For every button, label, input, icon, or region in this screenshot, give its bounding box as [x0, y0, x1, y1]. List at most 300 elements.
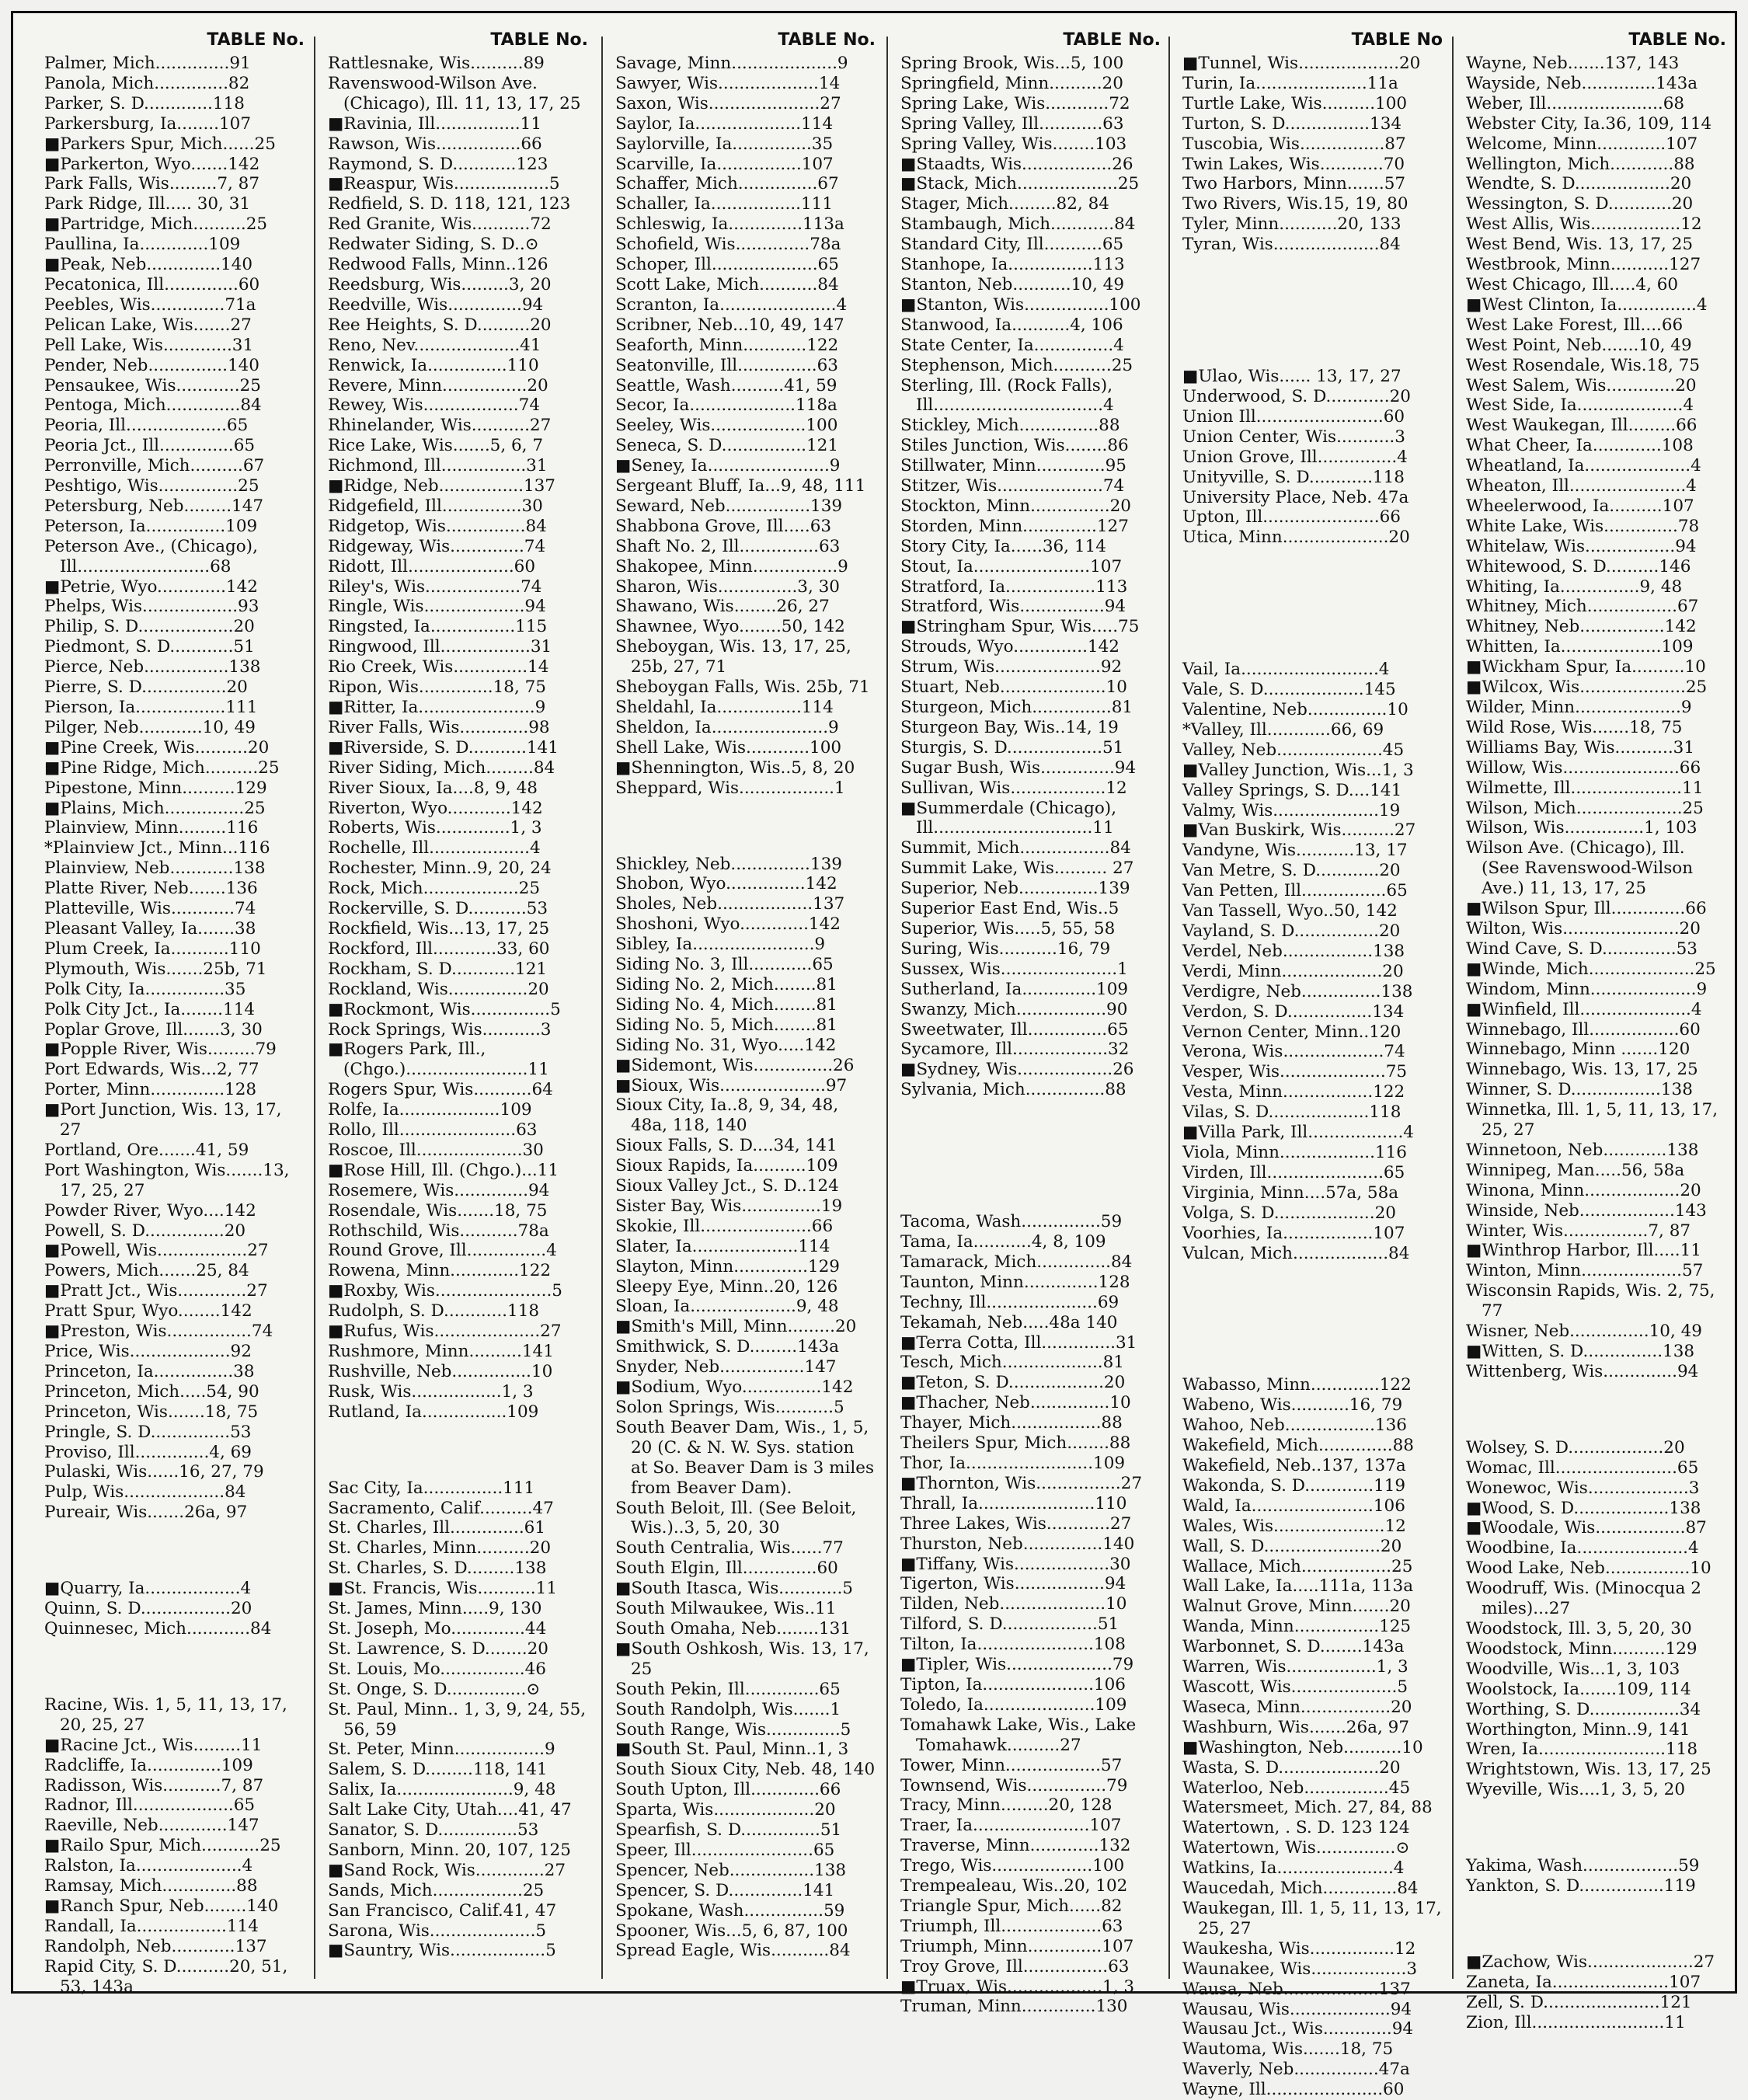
- station-entry: Radisson, Wis...........7, 87: [44, 1775, 264, 1795]
- station-entry: Rutland, Ia................109: [328, 1402, 539, 1422]
- timetable-station-index: [11, 11, 1737, 2100]
- station-entry: Scranton, Ia......................4: [615, 294, 848, 315]
- station-entry: ■Stanton, Wis................100: [900, 294, 1141, 315]
- station-entry: Saylorville, Ia...............35: [615, 134, 834, 154]
- station-entry: Wayside, Neb..............143a: [1466, 73, 1698, 93]
- station-entry: Sturgis, S. D..................51: [900, 737, 1124, 757]
- station-entry: Wausau, Wis...................94: [1182, 1999, 1412, 2019]
- station-entry: Union Center, Wis...........3: [1182, 427, 1405, 447]
- station-entry: Washburn, Wis.......26a, 97: [1182, 1717, 1410, 1737]
- station-entry: Valentine, Neb...............10: [1182, 700, 1408, 720]
- station-entry: Sioux Rapids, Ia..........109: [615, 1156, 838, 1176]
- station-entry: Pensaukee, Wis............25: [44, 375, 261, 395]
- station-entry: Union Grove, Ill...............4: [1182, 447, 1408, 467]
- station-entry: Storden, Minn..............127: [900, 516, 1129, 536]
- table-number-header: TABLE No.: [207, 30, 305, 50]
- station-entry: Quinn, S. D.................20: [44, 1599, 252, 1619]
- station-entry: Spearfish, S. D...............51: [615, 1820, 842, 1841]
- station-entry: Salt Lake City, Utah....41, 47: [328, 1800, 572, 1820]
- station-entry: Spencer, S. D..............141: [615, 1880, 835, 1900]
- station-entry: University Place, Neb. 47a: [1182, 487, 1409, 507]
- station-entry: Seaforth, Minn............122: [615, 335, 839, 355]
- index-column-3: [615, 30, 879, 1988]
- station-entry: Triumph, Ill...................63: [900, 1916, 1123, 1936]
- station-entry: Port Washington, Wis.......13, 17, 25, 27: [44, 1160, 295, 1200]
- station-entry: Verona, Wis...................74: [1182, 1042, 1405, 1062]
- station-entry: Waseca, Minn.................20: [1182, 1697, 1412, 1717]
- station-entry: Redwood Falls, Minn..126: [328, 255, 548, 275]
- station-entry: Strouds, Wyo..............142: [900, 637, 1119, 657]
- station-entry: Van Tassell, Wyo..50, 142: [1182, 901, 1398, 921]
- station-entry: Viola, Minn..................116: [1182, 1142, 1407, 1162]
- station-entry: Standard City, Ill...........65: [900, 235, 1124, 255]
- station-entry: Trempealeau, Wis..20, 102: [900, 1876, 1128, 1896]
- station-entry: Spooner, Wis...5, 6, 87, 100: [615, 1921, 848, 1941]
- station-entry: Webster City, Ia.36, 109, 114: [1466, 113, 1712, 134]
- station-entry: Plainview, Minn.........116: [44, 818, 259, 838]
- station-entry: Sanborn, Minn. 20, 107, 125: [328, 1840, 571, 1860]
- station-entry: ■Parkerton, Wyo.......142: [44, 154, 260, 174]
- station-entry: St. James, Minn.....9, 130: [328, 1599, 542, 1619]
- station-entry: ■Terra Cotta, Ill..............31: [900, 1332, 1137, 1353]
- station-entry: Zion, Ill.........................11: [1466, 2012, 1686, 2032]
- station-entry: Stout, Ia......................107: [900, 556, 1123, 576]
- station-entry: Summit, Mich.................84: [900, 838, 1131, 858]
- column-divider: [314, 37, 315, 1979]
- station-entry: Price, Wis...................92: [44, 1342, 252, 1361]
- station-entry: Sister Bay, Wis...............19: [615, 1196, 843, 1216]
- station-entry: Wrightstown, Wis. 13, 17, 25: [1466, 1760, 1711, 1780]
- station-entry: ■Tunnel, Wis...................20: [1182, 54, 1421, 73]
- station-entry: ■Petrie, Wyo.............142: [44, 576, 258, 597]
- station-entry: West Allis, Wis.................12: [1466, 214, 1702, 235]
- station-entry: Wessington, S. D............20: [1466, 194, 1694, 214]
- station-entry: Seattle, Wash..........41, 59: [615, 375, 837, 395]
- station-entry: Vayland, S. D................20: [1182, 921, 1401, 941]
- station-entry: Shabbona Grove, Ill.....63: [615, 516, 832, 536]
- station-entry: ■Rogers Park, Ill., (Chgo.).......................11: [328, 1040, 549, 1080]
- station-entry: Red Granite, Wis...........72: [328, 214, 552, 235]
- station-entry: Superior, Neb...............139: [900, 879, 1130, 899]
- station-entry: South Beloit, Ill. (See Beloit, Wis.)..3, 5, 20, 30: [615, 1498, 862, 1538]
- station-entry: Reedsburg, Wis.........3, 20: [328, 274, 552, 294]
- station-entry: Wahoo, Neb.................136: [1182, 1416, 1407, 1436]
- station-entry: Sloan, Ia....................9, 48: [615, 1297, 839, 1317]
- station-entry: Rushmore, Minn..........141: [328, 1342, 554, 1361]
- station-entry: Vesta, Minn.................122: [1182, 1082, 1405, 1102]
- station-entry: Woolstock, Ia.......109, 114: [1466, 1679, 1691, 1699]
- station-entry: Woodstock, Minn..........129: [1466, 1639, 1698, 1659]
- station-entry: Wheelerwood, Ia..........107: [1466, 496, 1694, 516]
- station-entry: Woodbine, Ia.....................4: [1466, 1538, 1699, 1558]
- station-entry: Wabasso, Minn.............122: [1182, 1375, 1412, 1395]
- station-entry: ■Wilcox, Wis....................25: [1466, 677, 1708, 698]
- station-entry: Portland, Ore.......41, 59: [44, 1140, 249, 1160]
- station-entry: Sioux Falls, S. D....34, 141: [615, 1136, 837, 1156]
- station-entry: Wanda, Minn................125: [1182, 1617, 1412, 1637]
- station-entry: Sullivan, Wis..................12: [900, 778, 1127, 798]
- station-entry: Princeton, Wis.......18, 75: [44, 1402, 259, 1422]
- station-entry: ■Pine Ridge, Mich..........25: [44, 757, 280, 778]
- table-number-header: TABLE No.: [1063, 30, 1161, 50]
- station-entry: Watertown, Wis...............⊙: [1182, 1838, 1410, 1858]
- station-entry: Warbonnet, S. D........143a: [1182, 1637, 1405, 1657]
- station-entry: Superior, Wis.....5, 55, 58: [900, 918, 1116, 939]
- station-entry: Wind Cave, S. D..............53: [1466, 939, 1698, 959]
- station-entry: Wilson Ave. (Chicago), Ill. (See Ravenswood-Wilson Ave.) 11, 13, 17, 25: [1466, 838, 1698, 899]
- station-entry: Woodruff, Wis. (Minocqua 2 miles)...27: [1466, 1579, 1707, 1619]
- station-entry: Peebles, Wis..............71a: [44, 294, 256, 315]
- station-entry: Princeton, Ia...............38: [44, 1361, 255, 1381]
- station-entry: Virden, Ill......................65: [1182, 1162, 1405, 1182]
- station-entry: Wasta, S. D...................20: [1182, 1757, 1401, 1778]
- station-entry: Springfield, Minn..........20: [900, 73, 1123, 93]
- station-entry: Stickley, Mich...............88: [900, 416, 1120, 436]
- station-entry: Sac City, Ia...............111: [328, 1478, 535, 1498]
- station-entry: ■Ravinia, Ill................11: [328, 113, 541, 134]
- station-entry: ■Powell, Wis.................27: [44, 1241, 269, 1261]
- station-entry: Virginia, Minn....57a, 58a: [1182, 1182, 1399, 1203]
- station-entry: Polk City Jct., Ia........114: [44, 999, 256, 1019]
- section-gap: [1182, 311, 1443, 367]
- station-entry: Stephenson, Mich...........25: [900, 355, 1133, 375]
- station-entry: West Lake Forest, Ill....66: [1466, 315, 1684, 335]
- station-entry: Stanwood, Ia...........4, 106: [900, 315, 1123, 335]
- station-entry: Schaller, Ia.................111: [615, 194, 834, 214]
- station-entry: Reedville, Wis..............94: [328, 294, 544, 315]
- station-entry: Tilford, S. D..................51: [900, 1614, 1119, 1635]
- station-entry: Wilson, Mich....................25: [1466, 798, 1704, 818]
- station-entry: Pell Lake, Wis.............31: [44, 335, 254, 355]
- station-entry: Womac, Ill.......................65: [1466, 1457, 1699, 1478]
- station-entry: Tesch, Mich...................81: [900, 1353, 1124, 1373]
- station-entry: ■Sidemont, Wis...............26: [615, 1055, 855, 1075]
- station-entry: Reno, Nev....................41: [328, 335, 541, 355]
- station-entry: Raeville, Neb.............147: [44, 1816, 259, 1836]
- station-entry: ■Riverside, S. D...........141: [328, 737, 559, 757]
- station-entry: Porter, Minn..............128: [44, 1080, 257, 1100]
- station-entry: Wellington, Mich............88: [1466, 154, 1695, 174]
- station-entry: ■Seney, Ia.......................9: [615, 456, 841, 476]
- station-entry: Ringle, Wis...................94: [328, 597, 546, 617]
- station-entry: ■Peak, Neb..............140: [44, 255, 253, 275]
- station-entry: Pipestone, Minn..........129: [44, 778, 267, 798]
- station-entry: Pringle, S. D...............53: [44, 1422, 252, 1442]
- station-entry: Tilden, Neb....................10: [900, 1594, 1127, 1614]
- station-entry: West Salem, Wis.............20: [1466, 375, 1697, 395]
- station-entry: ■Truax, Wis..................1, 3: [900, 1976, 1135, 1997]
- section-gap: [1466, 1382, 1726, 1438]
- station-entry: Upton, Ill......................66: [1182, 507, 1401, 528]
- station-entry: South Sioux City, Neb. 48, 140: [615, 1760, 876, 1780]
- station-entry: Woodville, Wis...1, 3, 103: [1466, 1659, 1680, 1679]
- station-entry: Stambaugh, Mich............84: [900, 214, 1136, 235]
- station-entry: Quinnesec, Mich............84: [44, 1618, 272, 1639]
- station-entry: Tama, Ia...........4, 8, 109: [900, 1232, 1106, 1252]
- index-column-5: [1182, 30, 1447, 2100]
- station-entry: Rushville, Neb...............10: [328, 1361, 553, 1381]
- station-entry: Wald, Ia.......................106: [1182, 1496, 1405, 1516]
- station-entry: ■Winfield, Ill.....................4: [1466, 999, 1702, 1019]
- station-entry: Voorhies, Ia.................107: [1182, 1223, 1405, 1243]
- station-entry: Solon Springs, Wis...........5: [615, 1398, 844, 1417]
- station-entry: Theilers Spur, Mich........88: [900, 1433, 1131, 1454]
- station-entry: Wisner, Neb...............10, 49: [1466, 1322, 1702, 1342]
- station-entry: Port Edwards, Wis...2, 77: [44, 1060, 259, 1080]
- station-entry: Randall, Ia.................114: [44, 1916, 259, 1936]
- station-entry: Sheppard, Wis..................1: [615, 778, 845, 798]
- station-entry: ■South St. Paul, Minn..1, 3: [615, 1740, 849, 1760]
- station-entry: West Chicago, Ill.....4, 60: [1466, 274, 1679, 294]
- station-entry: Tekamah, Neb.....48a 140: [900, 1312, 1118, 1332]
- station-entry: Revere, Minn................20: [328, 375, 548, 395]
- station-entry: ■Stringham Spur, Wis.....75: [900, 617, 1140, 637]
- station-entry: Stiles Junction, Wis........86: [900, 436, 1129, 456]
- station-entry: Vesper, Wis....................75: [1182, 1062, 1408, 1082]
- station-entry: Pleasant Valley, Ia.......38: [44, 918, 256, 939]
- station-entry: Sarona, Wis....................5: [328, 1921, 547, 1941]
- station-entry: South Upton, Ill.............66: [615, 1780, 841, 1800]
- station-entry: Parker, S. D.............118: [44, 93, 245, 113]
- station-entry: Ramsay, Mich..............88: [44, 1876, 258, 1896]
- station-entry: ■Port Junction, Wis. 13, 17, 27: [44, 1100, 287, 1141]
- station-entry: Sweetwater, Ill...............65: [900, 1019, 1129, 1040]
- station-entry: Stratford, Wis................94: [900, 597, 1126, 617]
- station-entry: Pelican Lake, Wis.......27: [44, 315, 252, 335]
- station-entry: Vail, Ia..........................4: [1182, 660, 1390, 680]
- station-entry: Vulcan, Mich..................84: [1182, 1243, 1410, 1263]
- station-entry: Ralston, Ia....................4: [44, 1856, 253, 1876]
- station-entry: Wood Lake, Neb................10: [1466, 1558, 1711, 1579]
- station-entry: Stager, Mich.........82, 84: [900, 194, 1109, 214]
- station-entry: ■Thacher, Neb...............10: [900, 1393, 1131, 1413]
- station-entry: Rockford, Ill............33, 60: [328, 939, 550, 959]
- station-entry: Wayne, Ill......................60: [1182, 2080, 1405, 2100]
- station-entry: Sharon, Wis...............3, 30: [615, 576, 840, 597]
- station-entry: Sacramento, Calif..........47: [328, 1498, 554, 1518]
- station-entry: Rhinelander, Wis...........27: [328, 416, 552, 436]
- station-entry: Wheaton, Ill......................4: [1466, 476, 1697, 496]
- station-entry: ■Sand Rock, Wis.............27: [328, 1860, 566, 1880]
- station-entry: Two Rivers, Wis.15, 19, 80: [1182, 194, 1408, 214]
- station-entry: Tigerton, Wis.................94: [900, 1574, 1126, 1594]
- station-entry: Wall, S. D......................20: [1182, 1536, 1402, 1556]
- station-entry: Wallace, Mich.................25: [1182, 1556, 1413, 1576]
- station-entry: Wendte, S. D..................20: [1466, 174, 1692, 194]
- station-entry: Peoria, Ill...................65: [44, 416, 249, 436]
- station-entry: ■Washington, Neb...........10: [1182, 1737, 1423, 1757]
- station-entry: ■Valley Junction, Wis...1, 3: [1182, 760, 1414, 780]
- station-entry: Spread Eagle, Wis...........84: [615, 1941, 851, 1961]
- station-entry: Whitelaw, Wis.................94: [1466, 536, 1697, 556]
- station-entry: Wakonda, S. D.............119: [1182, 1475, 1406, 1496]
- station-entry: Rosendale, Wis.......18, 75: [328, 1200, 548, 1221]
- station-entry: Riley's, Wis..................74: [328, 576, 542, 597]
- station-entry: Wilder, Minn....................9: [1466, 698, 1692, 717]
- station-entry: Weber, Ill......................68: [1466, 93, 1685, 113]
- station-entry: Wakefield, Neb..137, 137a: [1182, 1456, 1406, 1476]
- station-entry: Wales, Wis.....................12: [1182, 1516, 1406, 1536]
- station-entry: ■South Oshkosh, Wis. 13, 17, 25: [615, 1639, 875, 1679]
- station-entry: ■Woodale, Wis.................87: [1466, 1518, 1707, 1538]
- station-entry: Siding No. 2, Mich........81: [615, 974, 837, 994]
- station-entry: Shoshoni, Wyo.............142: [615, 914, 841, 935]
- station-entry: Swanzy, Mich.................90: [900, 999, 1128, 1019]
- station-entry: Rockham, S. D............121: [328, 959, 548, 979]
- station-entry: Thurston, Neb...............140: [900, 1534, 1135, 1554]
- station-entry: Twin Lakes, Wis............70: [1182, 154, 1405, 174]
- station-entry: Rice Lake, Wis.......5, 6, 7: [328, 436, 544, 456]
- station-entry: Two Harbors, Minn.......57: [1182, 174, 1406, 194]
- station-entry: Salem, S. D.........118, 141: [328, 1760, 548, 1780]
- station-entry: Pentoga, Mich..............84: [44, 395, 262, 416]
- station-entry: Wausau Jct., Wis.............94: [1182, 2019, 1414, 2039]
- station-entry: ■Sydney, Wis..................26: [900, 1060, 1134, 1080]
- station-entry: Shawnee, Wyo........50, 142: [615, 617, 845, 637]
- station-entry: West Point, Neb.......10, 49: [1466, 335, 1692, 355]
- station-entry: Rockerville, S. D...........53: [328, 899, 548, 919]
- station-entry: Wilson, Wis...............1, 103: [1466, 818, 1698, 838]
- station-entry: Suring, Wis...........16, 79: [900, 939, 1111, 959]
- section-gap: [1182, 604, 1443, 660]
- station-entry: River Falls, Wis.............98: [328, 717, 550, 737]
- section-gap: [1182, 1263, 1443, 1319]
- station-entry: Spokane, Wash...............59: [615, 1900, 845, 1921]
- station-entry: Plainview, Neb............138: [44, 858, 266, 879]
- section-gap: [1466, 1896, 1726, 1952]
- table-number-header: TABLE No.: [490, 30, 588, 50]
- section-gap: [1182, 255, 1443, 311]
- column-divider: [1168, 37, 1170, 1979]
- station-entry: Wayne, Neb.......137, 143: [1466, 54, 1680, 73]
- station-entry: Peterson, Ia...............109: [44, 516, 258, 536]
- station-entry: Williams Bay, Wis...........31: [1466, 737, 1695, 757]
- station-entry: Valley, Neb....................45: [1182, 740, 1405, 760]
- station-entry: Renwick, Ia...............110: [328, 355, 539, 375]
- station-entry: Techny, Ill.....................69: [900, 1292, 1119, 1312]
- station-entry: Radnor, Ill...................65: [44, 1795, 256, 1816]
- station-entry: Sylvania, Mich...............88: [900, 1080, 1126, 1100]
- station-entry: ■Pine Creek, Wis..........20: [44, 737, 270, 757]
- station-entry: Stuart, Neb....................10: [900, 677, 1127, 698]
- station-entry: ■Ulao, Wis...... 13, 17, 27: [1182, 367, 1402, 387]
- station-entry: Unityville, S. D............118: [1182, 467, 1405, 487]
- station-entry: ■Witten, S. D...............138: [1466, 1342, 1695, 1361]
- station-entry: Tipton, Ia.....................106: [900, 1674, 1126, 1694]
- station-entry: Polk City, Ia...............35: [44, 979, 246, 999]
- station-entry: Shell Lake, Wis............100: [615, 737, 842, 757]
- station-entry: Utica, Minn....................20: [1182, 528, 1410, 548]
- station-entry: Ridgefield, Ill...............30: [328, 496, 543, 516]
- station-entry: Siding No. 5, Mich........81: [615, 1015, 837, 1035]
- station-entry: Peshtigo, Wis...............25: [44, 476, 259, 496]
- station-entry: ■Partridge, Mich..........25: [44, 214, 268, 235]
- station-entry: Park Ridge, Ill..... 30, 31: [44, 194, 251, 214]
- station-entry: South Milwaukee, Wis..11: [615, 1599, 837, 1619]
- station-entry: West Bend, Wis. 13, 17, 25: [1466, 235, 1694, 255]
- station-entry: Sheldon, Ia......................9: [615, 717, 839, 737]
- station-entry: South Beaver Dam, Wis., 1, 5, 20 (C. & N. W. Sys. station at So. Beaver Dam is 3 miles from Beaver Dam).: [615, 1417, 879, 1498]
- station-entry: Waterloo, Neb................45: [1182, 1778, 1411, 1798]
- station-entry: Schoper, Ill....................65: [615, 255, 839, 275]
- station-entry: Winner, S. D.................138: [1466, 1080, 1693, 1100]
- station-entry: Rewey, Wis..................74: [328, 395, 541, 416]
- station-entry: Seeley, Wis..................100: [615, 416, 838, 436]
- station-entry: Pratt Spur, Wyo........142: [44, 1301, 252, 1322]
- station-entry: Summit Lake, Wis.......... 27: [900, 858, 1134, 879]
- station-entry: Watkins, Ia......................4: [1182, 1858, 1405, 1879]
- station-entry: Rock Springs, Wis...........3: [328, 1019, 552, 1040]
- station-entry: Van Metre, S. D............20: [1182, 861, 1401, 881]
- station-entry: Vilas, S. D...................118: [1182, 1102, 1402, 1123]
- station-entry: Winnetoon, Neb............138: [1466, 1140, 1699, 1160]
- station-entry: ■Ranch Spur, Neb........140: [44, 1896, 279, 1916]
- station-entry: Plymouth, Wis.......25b, 71: [44, 959, 267, 979]
- station-entry: Ree Heights, S. D..........20: [328, 315, 552, 335]
- station-entry: West Rosendale, Wis.18, 75: [1466, 355, 1701, 375]
- station-entry: Wyeville, Wis....1, 3, 5, 20: [1466, 1780, 1686, 1800]
- station-entry: Pulaski, Wis......16, 27, 79: [44, 1462, 264, 1482]
- station-entry: Thor, Ia........................109: [900, 1454, 1126, 1473]
- station-entry: Platte River, Neb.......136: [44, 879, 258, 899]
- station-entry: Sibley, Ia.......................9: [615, 935, 826, 955]
- station-entry: Verdon, S. D................134: [1182, 1001, 1405, 1022]
- station-entry: Siding No. 4, Mich........81: [615, 994, 837, 1015]
- station-entry: Pilger, Neb............10, 49: [44, 717, 256, 737]
- station-entry: Rochelle, Ill...................4: [328, 838, 541, 858]
- station-entry: Wall Lake, Ia.....111a, 113a: [1182, 1576, 1414, 1597]
- station-entry: Roberts, Wis..............1, 3: [328, 818, 542, 838]
- station-entry: Perronville, Mich..........67: [44, 456, 265, 476]
- station-entry: West Side, Ia....................4: [1466, 395, 1694, 416]
- station-entry: What Cheer, Ia.............108: [1466, 436, 1694, 456]
- station-entry: ■Teton, S. D..................20: [900, 1373, 1126, 1393]
- station-entry: Shawano, Wis........26, 27: [615, 597, 830, 617]
- station-entry: San Francisco, Calif.41, 47: [328, 1900, 557, 1921]
- station-entry: Yakima, Wash..................59: [1466, 1856, 1700, 1876]
- station-entry: ■Racine Jct., Wis.........11: [44, 1735, 263, 1755]
- station-entry: ■Staadts, Wis.................26: [900, 154, 1133, 174]
- station-entry: Strum, Wis....................92: [900, 657, 1123, 677]
- station-entry: Whiting, Ia...............9, 48: [1466, 576, 1683, 597]
- station-entry: ■Plains, Mich...............25: [44, 798, 266, 818]
- station-entry: Turin, Ia.....................11a: [1182, 73, 1398, 93]
- station-entry: Scarville, Ia................107: [615, 154, 834, 174]
- station-entry: South Omaha, Neb........131: [615, 1618, 851, 1639]
- station-entry: Ravenswood-Wilson Ave. (Chicago), Ill. 11, 13, 17, 25: [328, 73, 581, 113]
- station-entry: St. Paul, Minn.. 1, 3, 9, 24, 55, 56, 59: [328, 1699, 591, 1740]
- station-entry: Rosemere, Wis..............94: [328, 1180, 550, 1200]
- station-entry: Winnetka, Ill. 1, 5, 11, 13, 17, 25, 27: [1466, 1100, 1723, 1141]
- station-entry: Whitewood, S. D..........146: [1466, 556, 1691, 576]
- station-entry: Sussex, Wis......................1: [900, 959, 1128, 979]
- station-entry: Turtle Lake, Wis..........100: [1182, 93, 1408, 113]
- station-entry: Plum Creek, Ia...........110: [44, 939, 261, 959]
- station-entry: Taunton, Minn..............128: [900, 1272, 1130, 1292]
- station-entry: ■Railo Spur, Mich...........25: [44, 1836, 281, 1856]
- station-entry: Rowena, Minn.............122: [328, 1261, 552, 1281]
- station-entry: Winnipeg, Man.....56, 58a: [1466, 1160, 1685, 1180]
- station-entry: Ripon, Wis..............18, 75: [328, 677, 546, 698]
- station-entry: Siding No. 31, Wyo.....142: [615, 1035, 837, 1055]
- station-entry: Rawson, Wis................66: [328, 134, 542, 154]
- station-entry: Whitney, Neb................142: [1466, 617, 1697, 637]
- station-entry: Walnut Grove, Minn.......20: [1182, 1597, 1411, 1617]
- station-entry: Stockton, Minn...............20: [900, 496, 1131, 516]
- station-entry: Waverly, Neb................47a: [1182, 2060, 1410, 2080]
- station-entry: Powder River, Wyo....142: [44, 1200, 256, 1221]
- station-entry: Snyder, Neb................147: [615, 1357, 837, 1377]
